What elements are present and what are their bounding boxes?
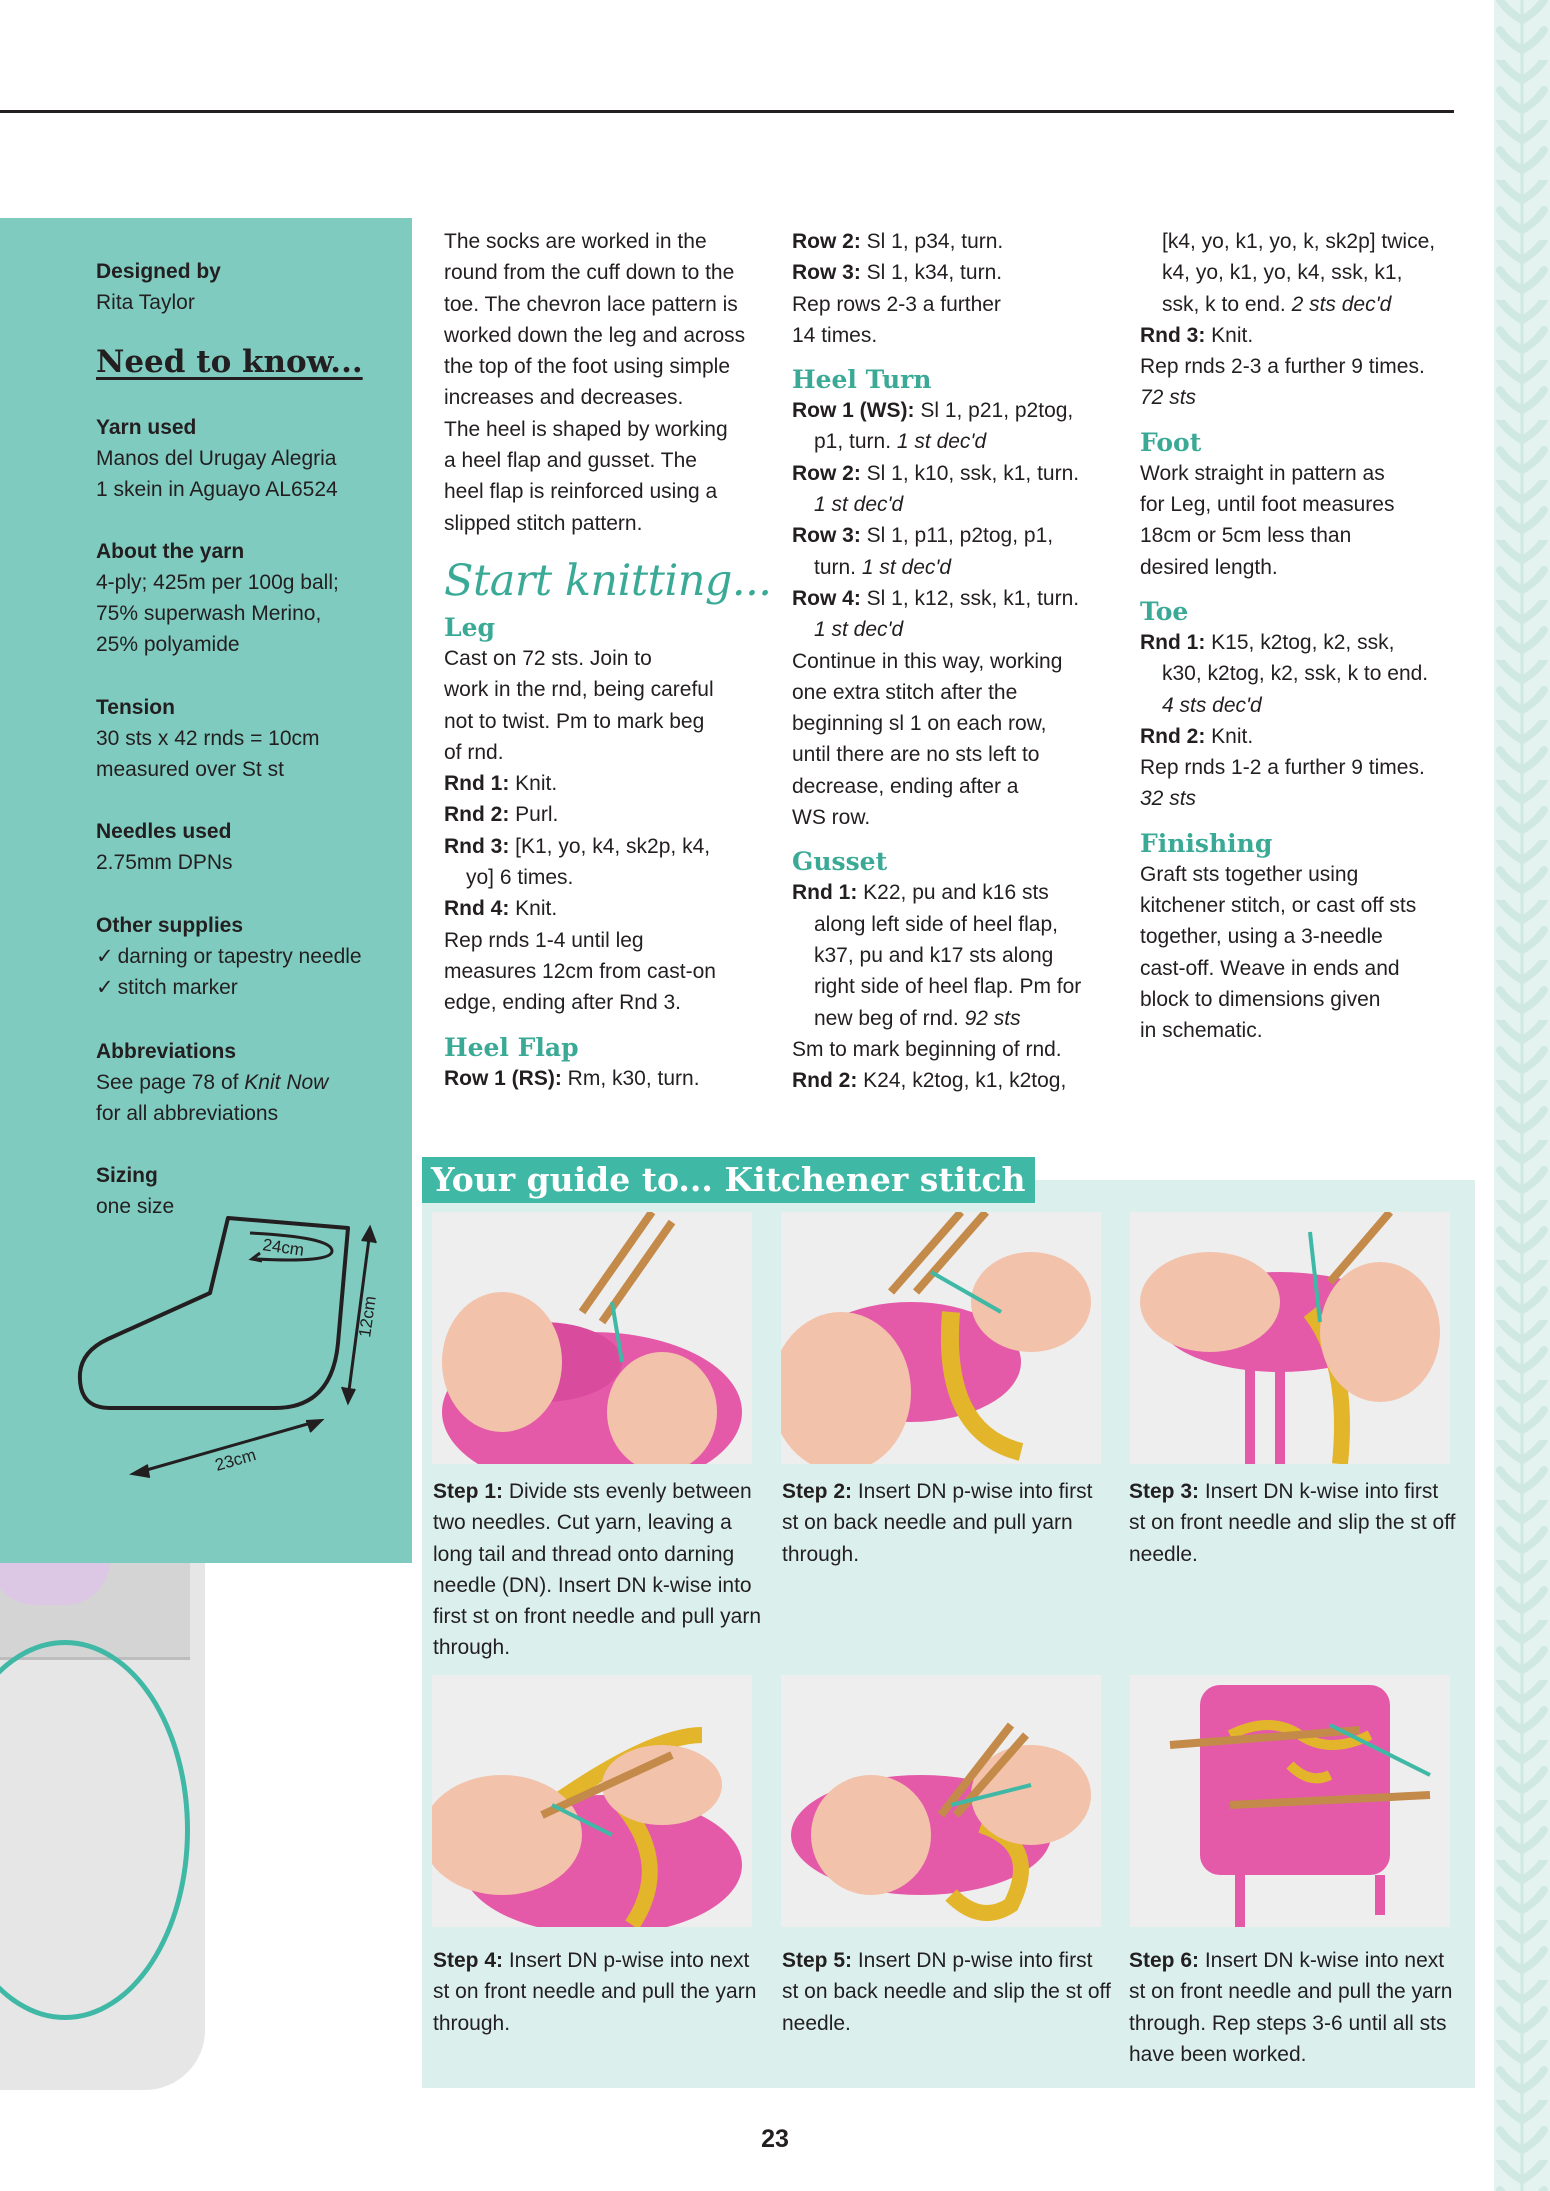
supply-item: ✓ darning or tapestry needle [96, 945, 362, 968]
foot-line: desired length. [1140, 555, 1278, 579]
pattern-column-1 [444, 226, 779, 1094]
intro-line: a heel flap and gusset. The [444, 449, 697, 473]
intro-line: round from the cuff down to the [444, 261, 735, 285]
leg-line: not to twist. Pm to mark beg [444, 709, 705, 733]
foot-heading: Foot [1140, 427, 1202, 457]
yarn-used-block [96, 412, 412, 505]
continue-line: one extra stitch after the [792, 680, 1018, 704]
step-4-caption: Step 4: Insert DN p-wise into next st on front needle and pull the yarn through. [433, 1949, 757, 2035]
finishing-line: kitchener stitch, or cast off sts [1140, 894, 1417, 918]
leg-rnd-1: Rnd 1: Knit. [444, 772, 558, 796]
gusset-rnd-1-cont: right side of heel flap. Pm for [814, 975, 1082, 999]
heel-turn-heading: Heel Turn [792, 365, 932, 395]
step-6-caption: Step 6: Insert DN k-wise into next st on front needle and pull the yarn through. Rep steps 3-6 until all sts have been worked. [1129, 1949, 1453, 2066]
step-5-caption: Step 5: Insert DN p-wise into first st on back needle and slip the st off needle. [782, 1949, 1111, 2035]
kitchener-guide-title: Your guide to... Kitchener stitch [422, 1157, 1035, 1203]
about-yarn-line: 4-ply; 425m per 100g ball; [96, 571, 339, 594]
heel-turn-row-3-cont: turn. 1 st dec'd [814, 555, 952, 579]
checkmark-icon: ✓ [96, 945, 114, 968]
gusset-cont: [k4, yo, k1, yo, k, sk2p] twice, [1162, 230, 1436, 253]
intro-line: The heel is shaped by working [444, 417, 728, 441]
sizing-label: Sizing [96, 1164, 158, 1187]
intro-line: slipped stitch pattern. [444, 511, 643, 535]
needles-line: 2.75mm DPNs [96, 851, 233, 874]
leg-rnd-2: Rnd 2: Purl. [444, 803, 559, 827]
supply-item: ✓ stitch marker [96, 976, 238, 999]
sizing-line: one size [96, 1195, 175, 1218]
step-4-photo [432, 1675, 752, 1927]
schematic-foot-label: 23cm [212, 1445, 259, 1475]
continue-line: decrease, ending after a [792, 774, 1019, 798]
leg-rep-line: measures 12cm from cast-on [444, 959, 716, 983]
leg-line: of rnd. [444, 740, 504, 764]
heel-flap-rep: 14 times. [792, 323, 878, 347]
about-yarn-label: About the yarn [96, 540, 245, 563]
intro-line: heel flap is reinforced using a [444, 480, 718, 504]
intro-line: the top of the foot using simple [444, 355, 731, 379]
schematic-width-label: 24cm [261, 1235, 306, 1260]
continue-line: WS row. [792, 806, 871, 830]
toe-rnd-1: Rnd 1: K15, k2tog, k2, ssk, [1140, 630, 1395, 654]
gusset-rnd-3: Rnd 3: Knit. [1140, 323, 1254, 347]
toe-rep-count: 32 sts [1140, 787, 1197, 811]
leg-heading: Leg [444, 612, 495, 642]
tension-block [96, 692, 412, 785]
gusset-cont: ssk, k to end. 2 sts dec'd [1162, 292, 1392, 316]
supplies-label: Other supplies [96, 914, 244, 937]
step-2-caption: Step 2: Insert DN p-wise into first st on back needle and pull yarn through. [782, 1480, 1093, 1566]
step-3-photo [1130, 1212, 1450, 1464]
foot-line: for Leg, until foot measures [1140, 493, 1395, 517]
plate-photo [0, 1640, 190, 2020]
supplies-block [96, 910, 412, 1003]
foot-line: Work straight in pattern as [1140, 461, 1385, 485]
yarn-line: Manos del Urugay Alegria [96, 447, 337, 470]
step-1-caption: Step 1: Divide sts evenly between two needles. Cut yarn, leaving a long tail and thread onto darning needle (DN). Insert DN k-wise into first st on front needle and pull yarn through. [433, 1480, 762, 1660]
finishing-line: Graft sts together using [1140, 862, 1359, 886]
checkmark-icon: ✓ [96, 976, 114, 999]
intro-line: increases and decreases. [444, 386, 684, 410]
gusset-rnd-1-cont: along left side of heel flap, [814, 912, 1059, 936]
start-knitting-heading: Start knitting... [444, 555, 772, 606]
tension-line: measured over St st [96, 758, 284, 781]
designed-by-label: Designed by [96, 260, 221, 283]
leg-rep-line: edge, ending after Rnd 3. [444, 991, 682, 1015]
intro-line: toe. The chevron lace pattern is [444, 292, 738, 316]
toe-rnd-1-cont: 4 sts dec'd [1162, 693, 1262, 717]
about-yarn-line: 25% polyamide [96, 633, 240, 656]
needles-block [96, 816, 412, 878]
heel-turn-row-2-cont: 1 st dec'd [814, 493, 904, 517]
needles-label: Needles used [96, 820, 232, 843]
about-yarn-line: 75% superwash Merino, [96, 602, 322, 625]
heel-turn-row-1-cont: p1, turn. 1 st dec'd [814, 430, 987, 454]
foot-line: 18cm or 5cm less than [1140, 524, 1352, 548]
gusset-rnd-1-cont: new beg of rnd. 92 sts [814, 1006, 1021, 1030]
leg-rnd-4: Rnd 4: Knit. [444, 897, 558, 921]
schematic-height-label: 12cm [355, 1294, 380, 1339]
heel-flap-heading: Heel Flap [444, 1032, 579, 1062]
leg-rnd-3: Rnd 3: [K1, yo, k4, sk2p, k4, [444, 834, 711, 858]
heel-turn-row-4: Row 4: Sl 1, k12, ssk, k1, turn. [792, 586, 1080, 610]
step-2-photo [781, 1212, 1101, 1464]
finishing-line: together, using a 3-needle [1140, 925, 1383, 949]
step-3-caption: Step 3: Insert DN k-wise into first st on front needle and slip the st off needle. [1129, 1480, 1456, 1566]
gusset-rnd-1: Rnd 1: K22, pu and k16 sts [792, 881, 1049, 905]
decorative-leaf-strip [1494, 0, 1550, 2191]
abbreviations-line: for all abbreviations [96, 1102, 279, 1125]
sock-schematic [70, 1203, 390, 1523]
yarn-used-label: Yarn used [96, 416, 197, 439]
leg-rep-line: Rep rnds 1-4 until leg [444, 928, 644, 952]
need-to-know-panel [0, 218, 412, 1563]
heel-turn-row-1: Row 1 (WS): Sl 1, p21, p2tog, [792, 399, 1074, 423]
leg-rnd-3-cont: yo] 6 times. [466, 866, 574, 890]
intro-line: worked down the leg and across [444, 323, 746, 347]
decorative-photo [0, 1560, 205, 2090]
tension-label: Tension [96, 696, 175, 719]
designer-block [96, 256, 412, 318]
gusset-rep: Rep rnds 2-3 a further 9 times. [1140, 355, 1425, 379]
toe-rep: Rep rnds 1-2 a further 9 times. [1140, 756, 1425, 780]
page-number: 23 [761, 2125, 789, 2153]
gusset-sm: Sm to mark beginning of rnd. [792, 1037, 1062, 1061]
gusset-rnd-2: Rnd 2: K24, k2tog, k1, k2tog, [792, 1069, 1067, 1093]
continue-line: Continue in this way, working [792, 649, 1063, 673]
heel-turn-row-3: Row 3: Sl 1, p11, p2tog, p1, [792, 524, 1054, 548]
heel-flap-row-3: Row 3: Sl 1, k34, turn. [792, 261, 1003, 285]
finishing-line: cast-off. Weave in ends and [1140, 956, 1400, 980]
gusset-rep-count: 72 sts [1140, 386, 1197, 410]
heel-flap-row-1: Row 1 (RS): Rm, k30, turn. [444, 1066, 700, 1090]
pattern-column-2 [792, 226, 1127, 1096]
designer-name: Rita Taylor [96, 291, 195, 314]
toe-rnd-2: Rnd 2: Knit. [1140, 724, 1254, 748]
gusset-cont: k4, yo, k1, yo, k4, ssk, k1, [1162, 261, 1403, 285]
continue-line: until there are no sts left to [792, 743, 1040, 767]
tension-line: 30 sts x 42 rnds = 10cm [96, 727, 320, 750]
toe-heading: Toe [1140, 596, 1189, 626]
step-1-photo [432, 1212, 752, 1464]
finishing-line: block to dimensions given [1140, 987, 1381, 1011]
about-yarn-block [96, 536, 412, 660]
continue-line: beginning sl 1 on each row, [792, 712, 1047, 736]
heel-turn-row-4-cont: 1 st dec'd [814, 618, 904, 642]
top-divider [0, 110, 1454, 113]
heel-turn-row-2: Row 2: Sl 1, k10, ssk, k1, turn. [792, 461, 1080, 485]
abbreviations-label: Abbreviations [96, 1040, 237, 1063]
pattern-column-3 [1140, 226, 1485, 1047]
abbreviations-line: See page 78 of Knit Now [96, 1071, 329, 1094]
heel-flap-row-2: Row 2: Sl 1, p34, turn. [792, 230, 1004, 253]
leg-line: work in the rnd, being careful [444, 678, 714, 702]
finishing-line: in schematic. [1140, 1019, 1263, 1043]
heel-flap-rep: Rep rows 2-3 a further [792, 292, 1001, 316]
gusset-rnd-1-cont: k37, pu and k17 sts along [814, 943, 1054, 967]
intro-line: The socks are worked in the [444, 230, 707, 253]
leg-line: Cast on 72 sts. Join to [444, 646, 652, 670]
step-5-photo [781, 1675, 1101, 1927]
leaf-pattern-icon [1494, 0, 1550, 2191]
toe-rnd-1-cont: k30, k2tog, k2, ssk, k to end. [1162, 662, 1429, 686]
gusset-heading: Gusset [792, 847, 888, 877]
abbreviations-block [96, 1036, 412, 1129]
finishing-heading: Finishing [1140, 828, 1273, 858]
step-6-photo [1130, 1675, 1450, 1927]
need-to-know-heading: Need to know... [96, 344, 363, 380]
yarn-line: 1 skein in Aguayo AL6524 [96, 478, 338, 501]
